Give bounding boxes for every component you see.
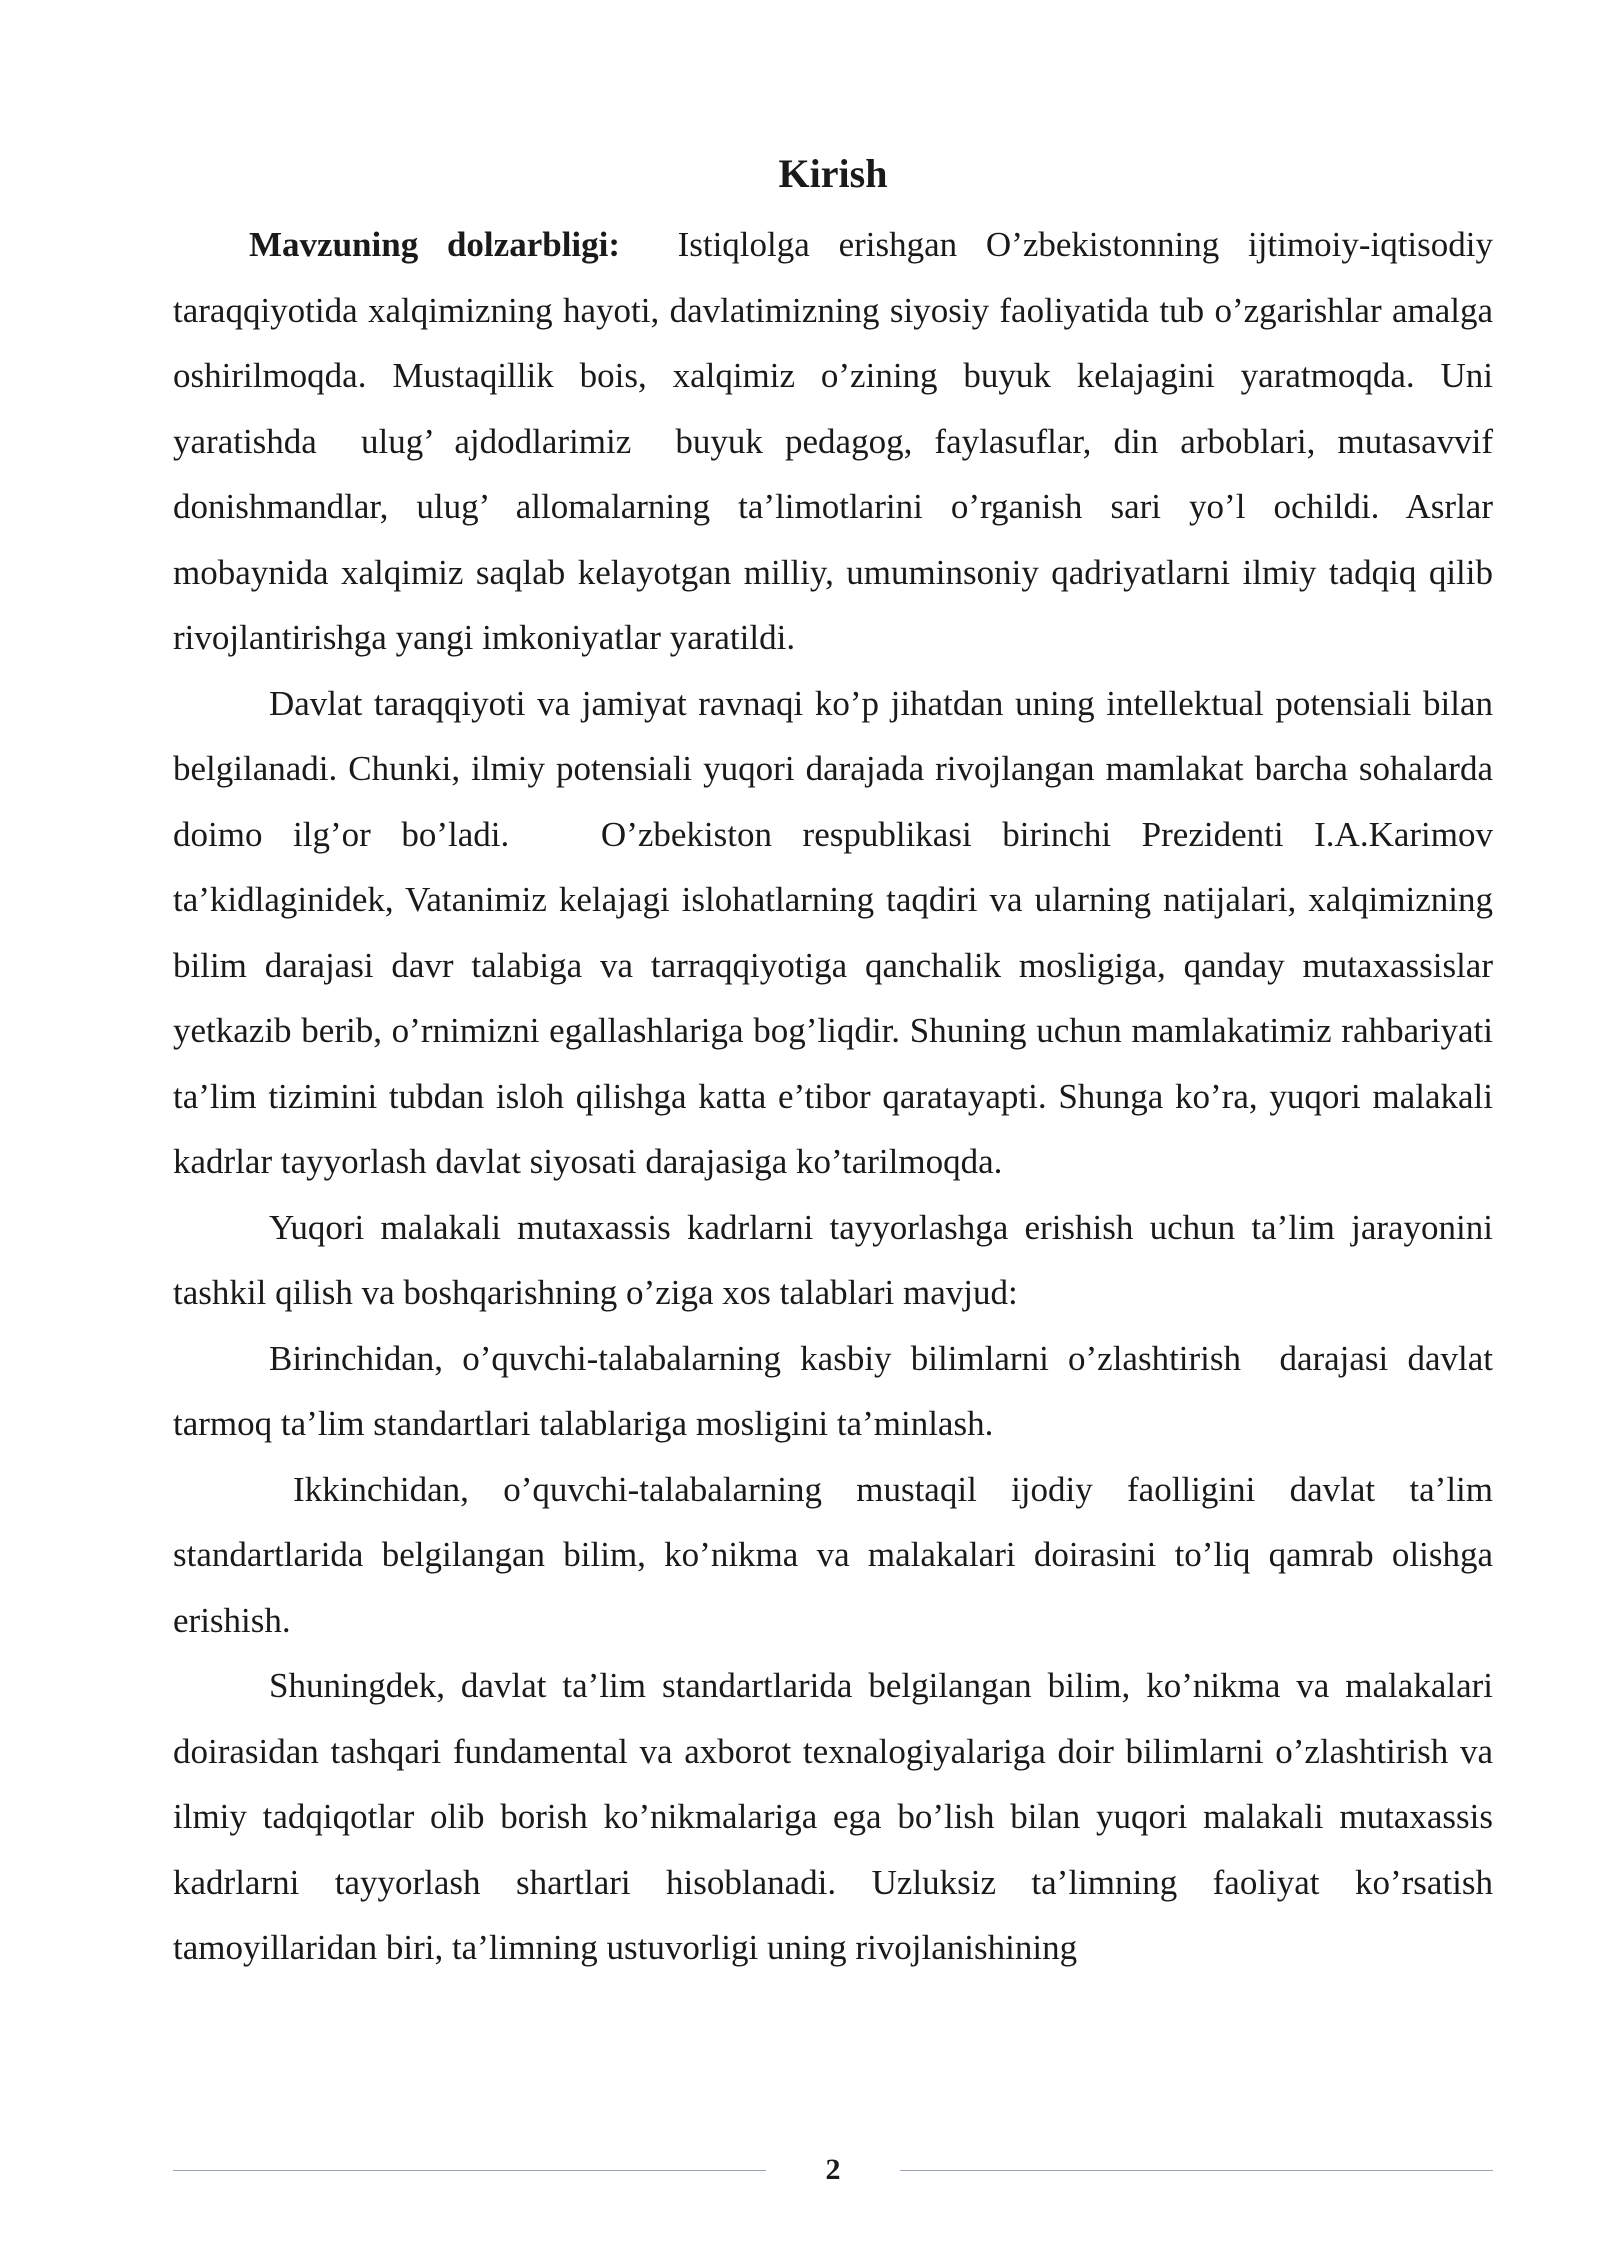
- paragraph-also: Shuningdek, davlat ta’lim standartlarida belgilangan bilim, ko’nikma va malakalari doirasidan tashqari fundamental va axborot texnalogiyalariga doir bilimlarni o’zlashtirish va ilmiy tadqiqotlar olib borish ko’nikmalariga ega bo’lish bilan yuqori malakali mutaxassis kadrlarni tayyorlash shartlari hisoblanadi. Uzluksiz ta’limning faoliyat ko’rsatish tamoyillaridan biri, ta’limning ustuvorligi uning rivojlanishining: [173, 1666, 1502, 1967]
- intro-paragraph-text: Istiqlolga erishgan O’zbekistonning ijtimoiy-iqtisodiy taraqqiyotida xalqimizning hayoti, davlatimizning siyosiy faoliyatida tub o’zgarishlar amalga oshirilmoqda. Mustaqillik bois, xalqimiz o’zining buyuk kelajagini yaratmoqda. Uni yaratishda ulug’ ajdodlarimiz buyuk pedagog, faylasuflar, din arboblari, mutasavvif donishmandlar, ulug’ allomalarning ta’limotlarini o’rganish sari yo’l ochildi. Asrlar mobaynida xalqimiz saqlab kelayotgan milliy, umuminsoniy qadriyatlarni ilmiy tadqiq qilib rivojlantirishga yangi imkoniyatlar yaratildi.: [173, 225, 1502, 657]
- paragraph-first: Birinchidan, o’quvchi-talabalarning kasbiy bilimlarni o’zlashtirish darajasi davlat tarmoq ta’lim standartlari talablariga mosligini ta’minlash.: [173, 1338, 1502, 1443]
- footer-rule-right: [900, 2170, 1493, 2171]
- page-number: 2: [825, 2153, 841, 2186]
- paragraph-second: Ikkinchidan, o’quvchi-talabalarning mustaqil ijodiy faolligini davlat ta’lim standartlarida belgilangan bilim, ko’nikma va malakalari doirasini to’liq qamrab olishga erishish.: [173, 1469, 1502, 1640]
- topic-relevance-label: Mavzuning dolzarbligi:: [249, 225, 621, 264]
- paragraph-requirements: Yuqori malakali mutaxassis kadrlarni tayyorlashga erishish uchun ta’lim jarayonini tashkil qilish va boshqarishning o’ziga xos talablari mavjud:: [173, 1207, 1502, 1312]
- paragraph-state-development: Davlat taraqqiyoti va jamiyat ravnaqi ko’p jihatdan uning intellektual potensiali bilan belgilanadi. Chunki, ilmiy potensiali yuqori darajada rivojlangan mamlakat barcha sohalarda doimo ilg’or bo’ladi. O’zbekiston respublikasi birinchi Prezidenti I.A.Karimov ta’kidlaginidek, Vatanimiz kelajagi islohatlarning taqdiri va ularning natijalari, xalqimizning bilim darajasi davr talabiga va tarraqqiyotiga qanchalik mosligiga, qanday mutaxassislar yetkazib berib, o’rnimizni egallashlariga bog’liqdir. Shuning uchun mamlakatimiz rahbariyati ta’lim tizimini tubdan isloh qilishga katta e’tibor qaratayapti. Shunga ko’ra, yuqori malakali kadrlar tayyorlash davlat siyosati darajasiga ko’tarilmoqda.: [173, 683, 1502, 1181]
- intro-paragraph: [173, 212, 1502, 671]
- footer-rule-left: [173, 2170, 766, 2171]
- document-title: Kirish: [778, 151, 888, 196]
- page-footer: [173, 2150, 1493, 2190]
- document-page: [173, 140, 1502, 1981]
